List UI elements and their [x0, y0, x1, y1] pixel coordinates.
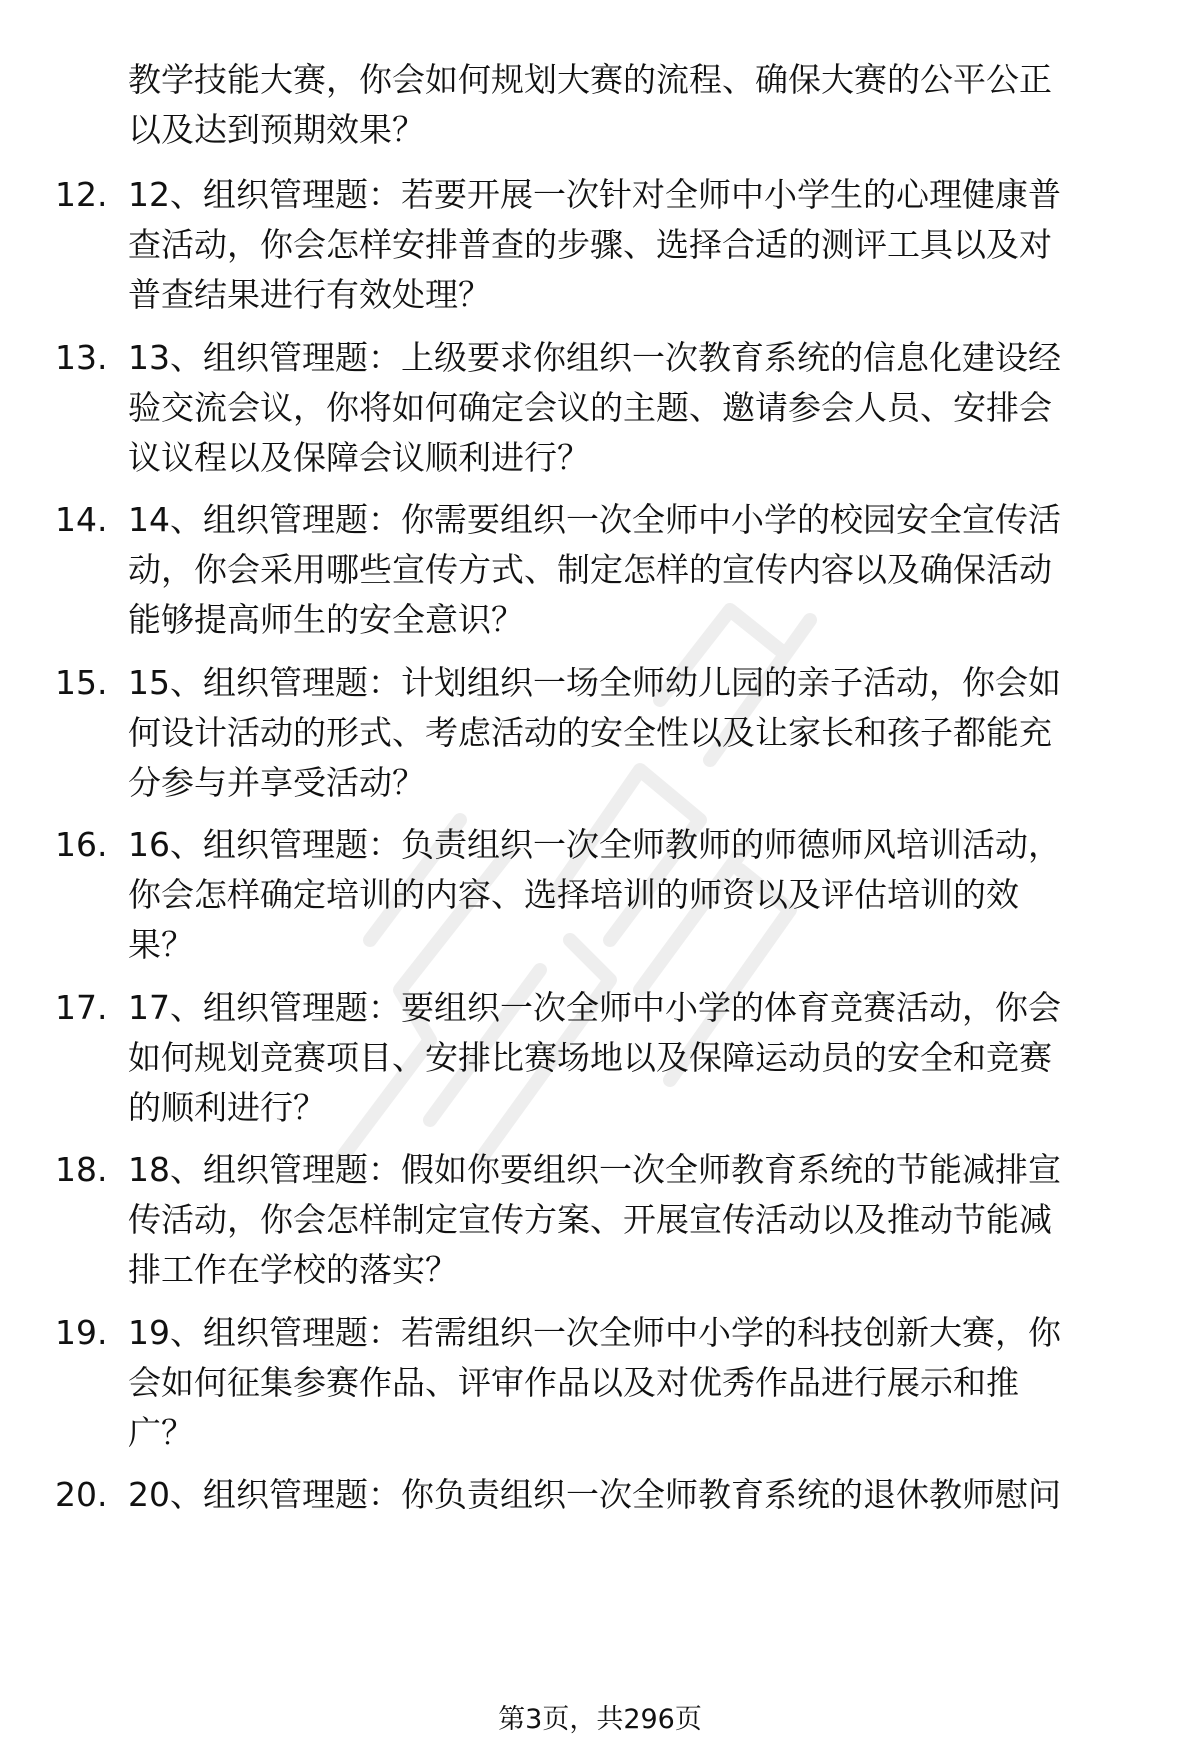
item-number: 12.: [55, 175, 108, 214]
text-line: 议议程以及保障会议顺利进行？: [128, 438, 590, 477]
item-text: [128, 820, 1138, 970]
text-line: 17、组织管理题：要组织一次全师中小学的体育竞赛活动，你会: [128, 988, 1061, 1027]
text-line: 排工作在学校的落实？: [128, 1250, 458, 1289]
item-number: 19.: [55, 1313, 108, 1352]
text-line: 15、组织管理题：计划组织一场全师幼儿园的亲子活动，你会如: [128, 663, 1061, 702]
text-line: 果？: [128, 925, 194, 964]
text-line: 能够提高师生的安全意识？: [128, 600, 524, 639]
text-line: 传活动，你会怎样制定宣传方案、开展宣传活动以及推动节能减: [128, 1200, 1052, 1239]
item-text: [128, 55, 1138, 155]
text-line: 14、组织管理题：你需要组织一次全师中小学的校园安全宣传活: [128, 500, 1061, 539]
text-line: 20、组织管理题：你负责组织一次全师教育系统的退休教师慰问: [128, 1475, 1061, 1514]
item-number: 18.: [55, 1150, 108, 1189]
item-number: 14.: [55, 500, 108, 539]
text-line: 的顺利进行？: [128, 1088, 326, 1127]
item-text: [128, 1145, 1138, 1295]
item-text: [128, 1470, 1138, 1520]
text-line: 广？: [128, 1413, 194, 1452]
text-line: 普查结果进行有效处理？: [128, 275, 491, 314]
text-line: 你会怎样确定培训的内容、选择培训的师资以及评估培训的效: [128, 875, 1019, 914]
text-line: 13、组织管理题：上级要求你组织一次教育系统的信息化建设经: [128, 338, 1061, 377]
text-line: 验交流会议，你将如何确定会议的主题、邀请参会人员、安排会: [128, 388, 1052, 427]
text-line: 18、组织管理题：假如你要组织一次全师教育系统的节能减排宣: [128, 1150, 1061, 1189]
item-text: [128, 170, 1138, 320]
text-line: 动，你会采用哪些宣传方式、制定怎样的宣传内容以及确保活动: [128, 550, 1052, 589]
text-line: 会如何征集参赛作品、评审作品以及对优秀作品进行展示和推: [128, 1363, 1019, 1402]
item-number: 17.: [55, 988, 108, 1027]
text-line: 何设计活动的形式、考虑活动的安全性以及让家长和孩子都能充: [128, 713, 1052, 752]
text-line: 如何规划竞赛项目、安排比赛场地以及保障运动员的安全和竞赛: [128, 1038, 1052, 1077]
text-line: 19、组织管理题：若需组织一次全师中小学的科技创新大赛，你: [128, 1313, 1061, 1352]
text-line: 12、组织管理题：若要开展一次针对全师中小学生的心理健康普: [128, 175, 1061, 214]
text-line: 教学技能大赛，你会如何规划大赛的流程、确保大赛的公平公正: [128, 60, 1052, 99]
item-text: [128, 983, 1138, 1133]
text-line: 16、组织管理题：负责组织一次全师教师的师德师风培训活动，: [128, 825, 1061, 864]
item-text: [128, 333, 1138, 483]
item-number: 15.: [55, 663, 108, 702]
page-footer: 第3页，共296页: [498, 1704, 702, 1735]
text-line: 查活动，你会怎样安排普查的步骤、选择合适的测评工具以及对: [128, 225, 1052, 264]
item-number: 20.: [55, 1475, 108, 1514]
item-text: [128, 495, 1138, 645]
item-number: 16.: [55, 825, 108, 864]
text-line: 分参与并享受活动？: [128, 763, 425, 802]
text-line: 以及达到预期效果？: [128, 110, 425, 149]
item-text: [128, 658, 1138, 808]
item-text: [128, 1308, 1138, 1458]
item-number: 13.: [55, 338, 108, 377]
